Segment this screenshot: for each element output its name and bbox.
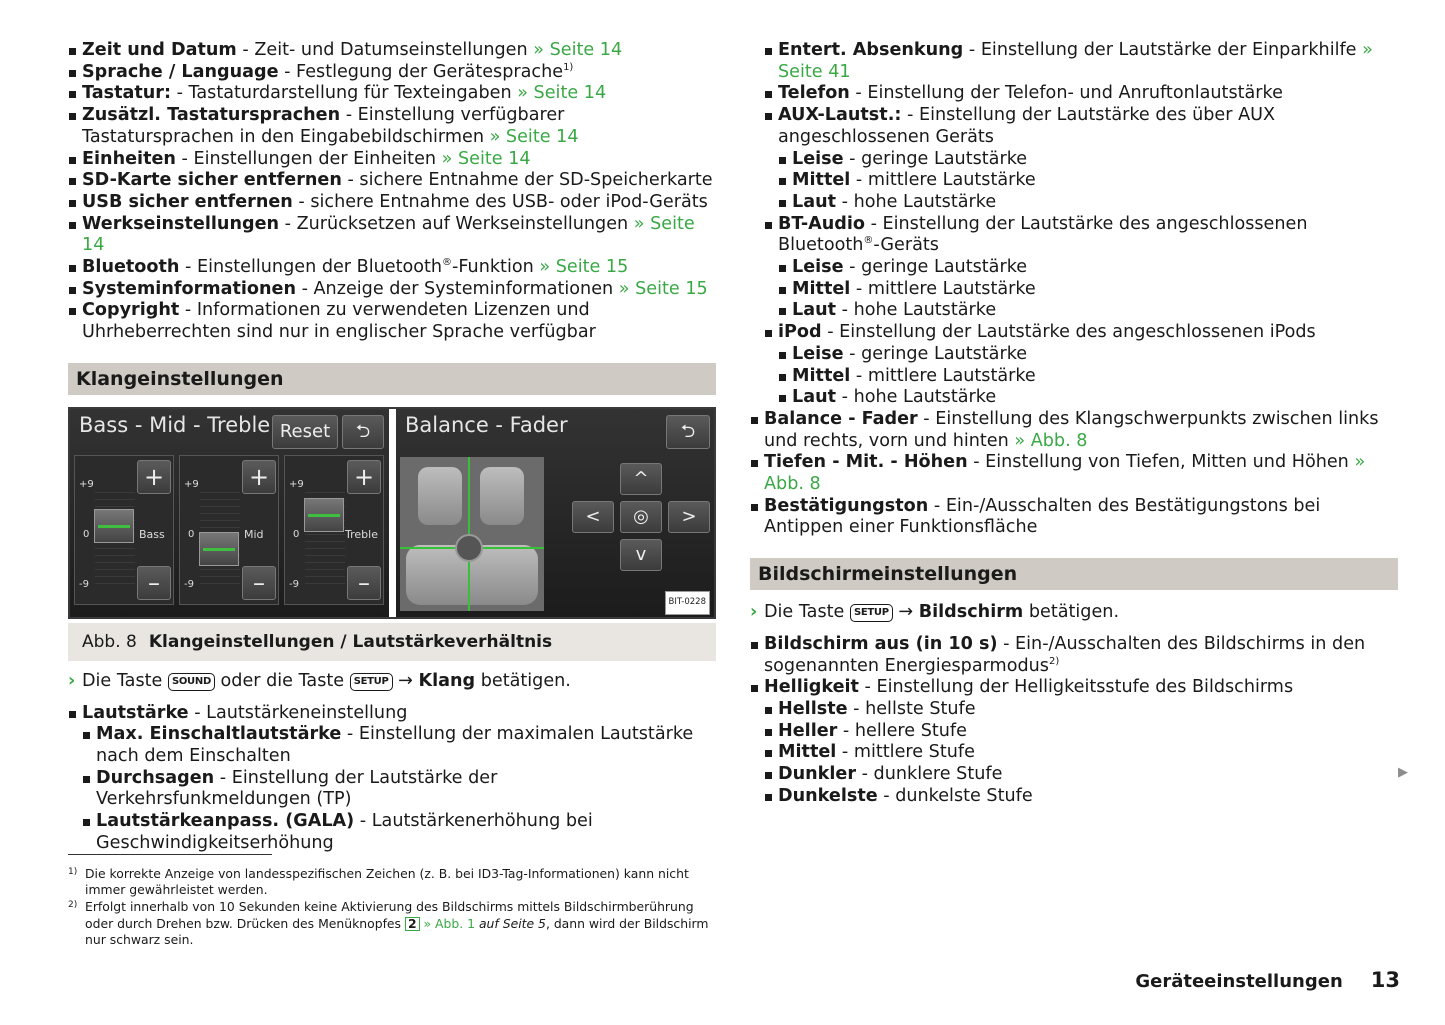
sub-list-item: Dunkler - dunklere Stufe xyxy=(764,764,1398,786)
plus-button[interactable]: + xyxy=(242,460,276,494)
sub-list-item: Hellste - hellste Stufe xyxy=(764,699,1398,721)
up-button[interactable]: ^ xyxy=(620,463,662,495)
balance-point[interactable] xyxy=(455,534,483,562)
section-heading-bildschirm: Bildschirmeinstellungen xyxy=(750,558,1398,590)
figure-link[interactable]: » Abb. 8 xyxy=(1014,430,1088,451)
footnote-ref: 1) xyxy=(563,61,574,73)
sub-list-item: BT-Audio - Einstellung der Lautstärke des angeschlossenen Bluetooth®-Geräts Leise - geringe Lautstärke Mittel - mittlere Lautstärke Laut - hohe Lautstärke xyxy=(764,214,1398,323)
figure-link[interactable]: » Abb. 1 xyxy=(419,915,476,931)
figure-sound-settings xyxy=(68,407,716,619)
list-item: Zeit und Datum - Zeit- und Datumseinstellungen » Seite 14 xyxy=(68,40,716,62)
sub-list-item: Entert. Absenkung - Einstellung der Lautstärke der Einparkhilfe » Seite 41 xyxy=(764,40,1398,83)
sound-key-icon: SOUND xyxy=(168,673,215,691)
sub-list-item: Durchsagen - Einstellung der Lautstärke der Verkehrsfunkmeldungen (TP) xyxy=(82,768,716,811)
left-column xyxy=(68,40,716,854)
list-item: Einheiten - Einstellungen der Einheiten » Seite 14 xyxy=(68,149,716,171)
slider-knob[interactable] xyxy=(199,532,239,566)
sub-list-item: Max. Einschaltlautstärke - Einstellung der maximalen Lautstärke nach dem Einschalten xyxy=(82,724,716,767)
minus-button[interactable]: – xyxy=(242,566,276,600)
footnotes xyxy=(68,866,716,949)
left-button[interactable]: < xyxy=(572,501,614,533)
screen-title: Bass - Mid - Treble xyxy=(79,412,271,437)
level-item: Laut - hohe Lautstärke xyxy=(778,300,1398,322)
list-item: Systeminformationen - Anzeige der Systeminformationen » Seite 15 xyxy=(68,279,716,301)
screen-settings-list xyxy=(750,634,1398,808)
car-interior-image[interactable] xyxy=(400,457,544,611)
list-item: Zusätzl. Tastatursprachen - Einstellung verfügbarer Tastatursprachen in den Eingabebildschirmen » Seite 14 xyxy=(68,105,716,148)
list-item: Copyright - Informationen zu verwendeten Lizenzen und Uhrheberrechten sind nur in englischer Sprache verfügbar xyxy=(68,300,716,343)
step-arrow-icon: › xyxy=(750,602,758,623)
sub-list-item: Telefon - Einstellung der Telefon- und Anruftonlautstärke xyxy=(764,83,1398,105)
footnote-divider xyxy=(68,854,272,855)
plus-button[interactable]: + xyxy=(137,460,171,494)
list-item: Bildschirm aus (in 10 s) - Ein-/Ausschalten des Bildschirms in den sogenannten Energiesparmodus$^{2)}$ xyxy=(750,634,1398,677)
volume-sub-list xyxy=(764,40,1398,409)
page-link[interactable]: » Seite 15 xyxy=(539,257,629,278)
balance-fader-screen xyxy=(396,409,714,617)
page-link[interactable]: » Seite 14 xyxy=(517,83,607,104)
footnote-ref: 2) xyxy=(1048,655,1060,667)
page-link[interactable]: » Seite 14 xyxy=(82,213,695,256)
list-item: USB sicher entfernen - sichere Entnahme des USB- oder iPod-Geräts xyxy=(68,192,716,214)
instruction-step: › Die Taste SOUND oder die Taste SETUP → Klang betätigen. xyxy=(68,670,571,691)
menu-knob-ref: 2 xyxy=(405,917,420,931)
slider-knob[interactable] xyxy=(304,498,344,532)
page-number: 13 xyxy=(1370,968,1400,992)
list-item: Helligkeit - Einstellung der Helligkeitsstufe des Bildschirms Hellste - hellste Stufe Heller - hellere Stufe Mittel - mittlere Stufe Dunkler - dunklere Stufe Dunkelste - dunkelste Stufe xyxy=(750,677,1398,807)
back-icon[interactable]: ⮌ xyxy=(666,415,710,449)
continue-icon: ▶ xyxy=(1398,765,1408,780)
plus-button[interactable]: + xyxy=(347,460,381,494)
screen-title: Balance - Fader xyxy=(405,412,568,437)
level-item: Leise - geringe Lautstärke xyxy=(778,344,1398,366)
sub-list-item: Mittel - mittlere Stufe xyxy=(764,742,1398,764)
list-item: Lautstärke - Lautstärkeneinstellung Max. Einschaltlautstärke - Einstellung der maximalen Lautstärke nach dem Einschalten Durchsagen - Einstellung der Lautstärke der Verkehrsfunkmeldungen (TP) Lautstärkeanpass. (GALA) - Lautstärkenerhöhung bei Geschwindigkeitserhöhung xyxy=(68,703,716,855)
sub-list-item: AUX-Lautst.: - Einstellung der Lautstärke des über AUX angeschlossenen Geräts Leise - geringe Lautstärke Mittel - mittlere Lautstärke Laut - hohe Lautstärke xyxy=(764,105,1398,214)
list-item: Bestätigungston - Ein-/Ausschalten des Bestätigungstons bei Antippen einer Funktionsfläche xyxy=(750,496,1398,539)
step-arrow-icon: › xyxy=(68,670,76,691)
list-item: Tiefen - Mit. - Höhen - Einstellung von Tiefen, Mitten und Höhen » Abb. 8 xyxy=(750,452,1398,495)
list-item: Tastatur: - Tastaturdarstellung für Texteingaben » Seite 14 xyxy=(68,83,716,105)
right-button[interactable]: > xyxy=(668,501,710,533)
down-button[interactable]: v xyxy=(620,539,662,571)
minus-button[interactable]: – xyxy=(137,566,171,600)
list-item: SD-Karte sicher entfernen - sichere Entnahme der SD-Speicherkarte xyxy=(68,170,716,192)
bass-slider[interactable]: +9 0 -9 Bass + – xyxy=(74,455,174,605)
minus-button[interactable]: – xyxy=(347,566,381,600)
level-item: Leise - geringe Lautstärke xyxy=(778,149,1398,171)
sub-list-item: Lautstärkeanpass. (GALA) - Lautstärkenerhöhung bei Geschwindigkeitserhöhung xyxy=(82,811,716,854)
volume-list xyxy=(68,703,716,855)
page-link[interactable]: » Seite 14 xyxy=(489,126,579,147)
chapter-title: Geräteeinstellungen xyxy=(1135,971,1343,992)
level-item: Leise - geringe Lautstärke xyxy=(778,257,1398,279)
level-item: Mittel - mittlere Lautstärke xyxy=(778,366,1398,388)
sub-list-item: Heller - hellere Stufe xyxy=(764,721,1398,743)
figure-code: BIT-0228 xyxy=(665,591,710,615)
page-link[interactable]: » Seite 14 xyxy=(441,148,531,169)
bass-mid-treble-screen xyxy=(70,409,389,617)
page-footer xyxy=(1120,968,1400,992)
sub-list-item: Dunkelste - dunkelste Stufe xyxy=(764,786,1398,808)
list-item: Bluetooth - Einstellungen der Bluetooth®-Funktion » Seite 15 xyxy=(68,257,716,279)
center-button[interactable]: ◎ xyxy=(620,501,662,533)
back-icon[interactable]: ⮌ xyxy=(342,415,384,449)
instruction-step: › Die Taste SETUP → Bildschirm betätigen. xyxy=(750,602,1120,623)
level-item: Mittel - mittlere Lautstärke xyxy=(778,279,1398,301)
setup-key-icon: SETUP xyxy=(850,604,893,622)
page-link[interactable]: » Seite 41 xyxy=(778,40,1373,82)
right-column xyxy=(750,40,1398,808)
page-link[interactable]: » Seite 14 xyxy=(533,40,623,60)
treble-slider[interactable]: +9 0 -9 Treble + – xyxy=(284,455,384,605)
reset-button[interactable]: Reset xyxy=(272,415,338,449)
setup-key-icon: SETUP xyxy=(350,673,393,691)
footnote: 2) Erfolgt innerhalb von 10 Sekunden keine Aktivierung des Bildschirms mittels Bildschirmberührung oder durch Drehen bzw. Drücken des Menüknopfes 2 » Abb. 1 auf Seite 5, dann wird der Bildschirm nur schwarz sein. xyxy=(68,899,709,947)
sub-list-item: iPod - Einstellung der Lautstärke des angeschlossenen iPods Leise - geringe Lautstärke Mittel - mittlere Lautstärke Laut - hohe Lautstärke xyxy=(764,322,1398,409)
level-item: Laut - hohe Lautstärke xyxy=(778,192,1398,214)
sound-main-list xyxy=(750,409,1398,539)
level-item: Laut - hohe Lautstärke xyxy=(778,387,1398,409)
level-item: Mittel - mittlere Lautstärke xyxy=(778,170,1398,192)
footnote: 1) Die korrekte Anzeige von landesspezifischen Zeichen (z. B. bei ID3-Tag-Informationen) kann nicht immer gewährleistet werden. xyxy=(68,866,689,898)
list-item: Balance - Fader - Einstellung des Klangschwerpunkts zwischen links und rechts, vorn und hinten » Abb. 8 xyxy=(750,409,1398,452)
mid-slider[interactable]: +9 0 -9 Mid + – xyxy=(179,455,279,605)
page-link[interactable]: » Seite 15 xyxy=(618,278,708,299)
list-item: Werkseinstellungen - Zurücksetzen auf Werkseinstellungen » Seite 14 xyxy=(68,214,716,257)
figure-caption: Abb. 8 Klangeinstellungen / Lautstärkeverhältnis xyxy=(68,623,716,661)
system-settings-list xyxy=(68,40,716,344)
list-item: Sprache / Language - Festlegung der Gerätesprache$^{1)}$ xyxy=(68,62,716,84)
section-heading-klang: Klangeinstellungen xyxy=(68,363,716,395)
slider-knob[interactable] xyxy=(94,509,134,543)
figure-link[interactable]: » Abb. 8 xyxy=(764,452,1366,495)
